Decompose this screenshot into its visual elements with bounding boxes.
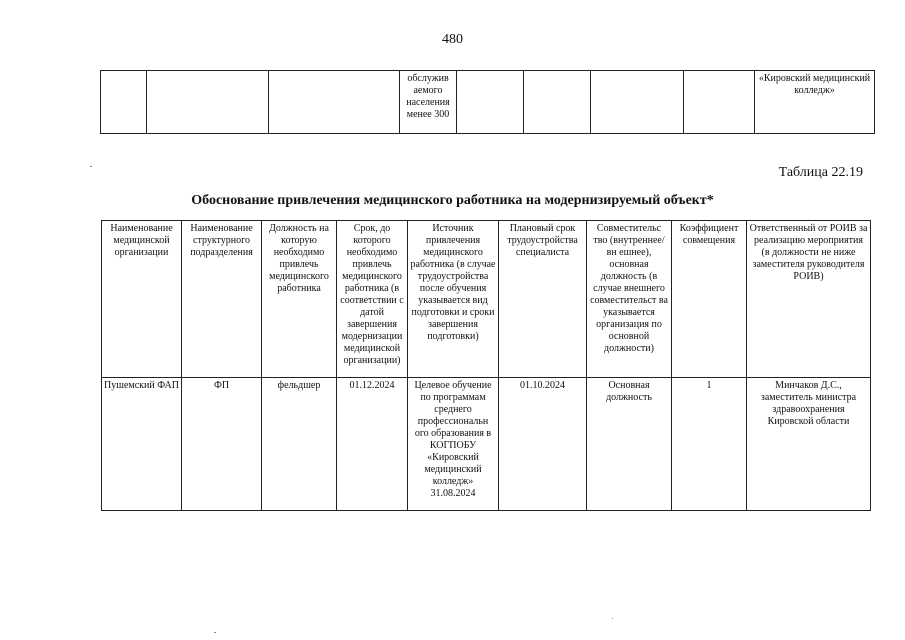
table-cell: Пушемский ФАП bbox=[102, 378, 182, 511]
table-cell bbox=[524, 71, 591, 134]
column-header: Наименование структурного подразделения bbox=[182, 221, 262, 378]
table-cell: Целевое обучение по программам среднего профессиональн ого образования в КОГПОБУ «Кировский медицинский колледж» 31.08.2024 bbox=[408, 378, 499, 511]
scan-speck bbox=[214, 632, 216, 633]
table-cell: 01.10.2024 bbox=[499, 378, 587, 511]
scan-speck bbox=[612, 618, 613, 619]
table-cell bbox=[684, 71, 755, 134]
table-cell: «Кировский медицинский колледж» bbox=[755, 71, 875, 134]
scan-speck bbox=[90, 166, 92, 167]
column-header: Срок, до которого необходимо привлечь медицинского работника (в соответствии с датой завершения модернизации медицинской организации) bbox=[337, 221, 408, 378]
table-cell bbox=[147, 71, 269, 134]
table-cell: ФП bbox=[182, 378, 262, 511]
table-cell: Минчаков Д.С., заместитель министра здравоохранения Кировской области bbox=[747, 378, 871, 511]
column-header: Источник привлечения медицинского работника (в случае трудоустройства после обучения указывается вид подготовки и сроки завершения подготовки) bbox=[408, 221, 499, 378]
table-cell bbox=[101, 71, 147, 134]
table-row bbox=[102, 378, 871, 511]
table-cell: 01.12.2024 bbox=[337, 378, 408, 511]
table-cell bbox=[591, 71, 684, 134]
table-cell: обслужив аемого населения менее 300 bbox=[400, 71, 457, 134]
column-header: Должность на которую необходимо привлечь медицинского работника bbox=[262, 221, 337, 378]
table-label: Таблица 22.19 bbox=[778, 165, 863, 180]
table-cell: 1 bbox=[672, 378, 747, 511]
table-row bbox=[101, 71, 875, 134]
recruitment-table bbox=[101, 220, 871, 511]
table-title: Обоснование привлечения медицинского работника на модернизируемый объект* bbox=[191, 193, 714, 208]
column-header: Ответственный от РОИВ за реализацию мероприятия (в должности не ниже заместителя руководителя РОИВ) bbox=[747, 221, 871, 378]
table-cell bbox=[457, 71, 524, 134]
column-header: Коэффициент совмещения bbox=[672, 221, 747, 378]
page-number: 480 bbox=[442, 32, 463, 47]
table-cell bbox=[269, 71, 400, 134]
table-cell: Основная должность bbox=[587, 378, 672, 511]
header-row bbox=[102, 221, 871, 378]
table-cell: фельдшер bbox=[262, 378, 337, 511]
column-header: Плановый срок трудоустройства специалиста bbox=[499, 221, 587, 378]
continuation-table bbox=[100, 70, 875, 134]
column-header: Совместительс тво (внутреннее/вн ешнее), основная должность (в случае внешнего совместительст ва указывается организация по основной должности) bbox=[587, 221, 672, 378]
column-header: Наименование медицинской организации bbox=[102, 221, 182, 378]
